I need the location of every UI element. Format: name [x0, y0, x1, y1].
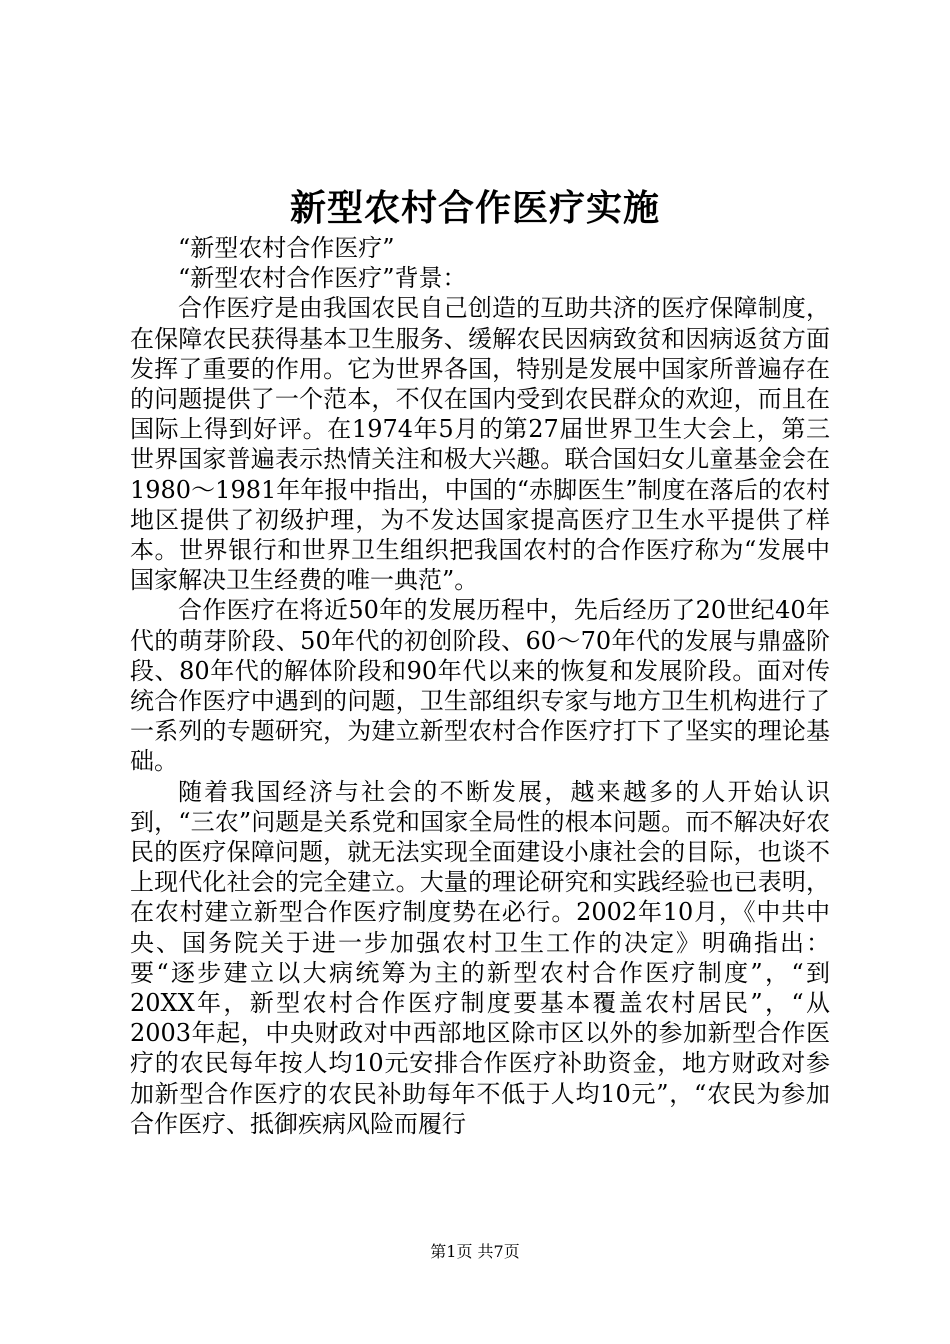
- paragraph-policy: 随着我国经济与社会的不断发展，越来越多的人开始认识到，“三农”问题是关系党和国家全局性的根本问题。而不解决好农民的医疗保障问题，就无法实现全面建设小康社会的目际，也谈不上现代化社会的完全建立。大量的理论研究和实践经验也已表明，在农村建立新型合作医疗制度势在必行。2002年10月，《中共中央、国务院关于进一步加强农村卫生工作的决定》明确指出：要“逐步建立以大病统筹为主的新型农村合作医疗制度”，“到20XX年，新型农村合作医疗制度要基本覆盖农村居民”，“从2003年起，中央财政对中西部地区除市区以外的参加新型合作医疗的农民每年按人均10元安排合作医疗补助资金，地方财政对参加新型合作医疗的农民补助每年不低于人均10元”，“农民为参加合作医疗、抵御疾病风险而履行: [130, 777, 830, 1138]
- document-body: [130, 233, 830, 1139]
- paragraph-development: 合作医疗在将近50年的发展历程中，先后经历了20世纪40年代的萌芽阶段、50年代的初创阶段、60～70年代的发展与鼎盛阶段、80年代的解体阶段和90年代以来的恢复和发展阶段。面对传统合作医疗中遇到的问题，卫生部组织专家与地方卫生机构进行了一系列的专题研究，为建立新型农村合作医疗打下了坚实的理论基础。: [130, 596, 830, 776]
- paragraph-background-heading: “新型农村合作医疗”背景：: [178, 264, 467, 293]
- paragraph-heading: “新型农村合作医疗”: [178, 234, 395, 262]
- paragraph-history: 合作医疗是由我国农民自己创造的互助共济的医疗保障制度，在保障农民获得基本卫生服务、缓解农民因病致贫和因病返贫方面发挥了重要的作用。它为世界各国，特别是发展中国家所普遍存在的问题提供了一个范本，不仅在国内受到农民群众的欢迎，而且在国际上得到好评。在1974年5月的第27届世界卫生大会上，第三世界国家普遍表示热情关注和极大兴趣。联合国妇女儿童基金会在1980～1981年年报中指出，中国的“赤脚医生”制度在落后的农村地区提供了初级护理，为不发达国家提高医疗卫生水平提供了样本。世界银行和世界卫生组织把我国农村的合作医疗称为“发展中国家解决卫生经费的唯一典范”。: [130, 294, 830, 595]
- page-footer: 第1页 共7页: [430, 1242, 520, 1261]
- document-title: 新型农村合作医疗实施: [289, 187, 660, 229]
